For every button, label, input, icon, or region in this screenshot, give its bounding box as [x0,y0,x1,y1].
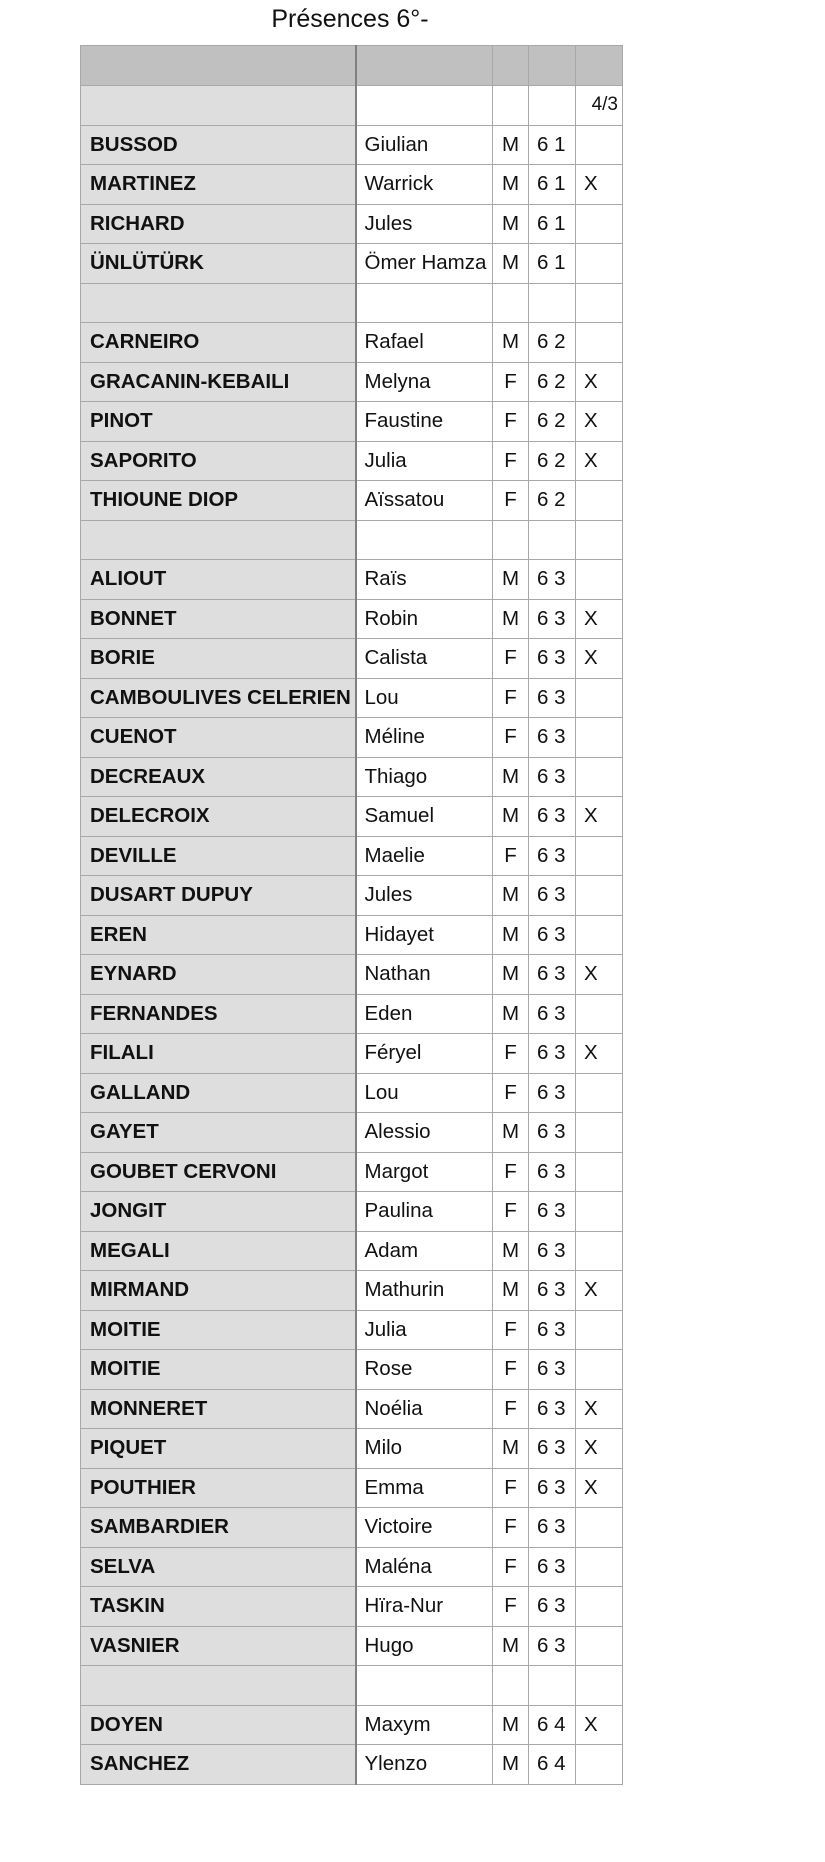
table-row [81,1429,623,1469]
first-name-cell[interactable]: Raïs [356,560,493,600]
last-name-cell[interactable]: SAMBARDIER [81,1508,356,1548]
header-cell-first-name [356,46,493,86]
attendance-mark-cell[interactable] [576,481,623,521]
sex-cell[interactable]: M [493,1271,529,1311]
first-name-cell[interactable]: Warrick [356,165,493,205]
class-cell[interactable]: 6 3 [529,1113,576,1153]
class-cell[interactable]: 6 3 [529,876,576,916]
attendance-mark-cell[interactable] [576,1547,623,1587]
last-name-cell[interactable]: JONGIT [81,1192,356,1232]
first-name-cell[interactable]: Faustine [356,402,493,442]
class-cell[interactable]: 6 4 [529,1705,576,1745]
table-row [81,165,623,205]
last-name-cell[interactable]: MIRMAND [81,1271,356,1311]
sex-cell[interactable]: M [493,955,529,995]
table-row [81,204,623,244]
class-cell[interactable]: 6 2 [529,441,576,481]
sex-cell[interactable]: F [493,1310,529,1350]
last-name-cell[interactable]: MOITIE [81,1310,356,1350]
sex-cell[interactable]: F [493,1034,529,1074]
class-cell[interactable]: 6 3 [529,678,576,718]
attendance-mark-cell[interactable]: X [576,1429,623,1469]
attendance-mark-cell[interactable] [576,1626,623,1666]
last-name-cell[interactable]: CAMBOULIVES CELERIEN [81,678,356,718]
table-row [81,955,623,995]
attendance-mark-cell[interactable] [576,1231,623,1271]
attendance-mark-cell[interactable] [576,718,623,758]
first-name-cell[interactable]: Maléna [356,1547,493,1587]
sex-cell[interactable]: M [493,165,529,205]
sex-cell[interactable] [493,1666,529,1706]
first-name-cell[interactable]: Emma [356,1468,493,1508]
last-name-cell[interactable]: DECREAUX [81,757,356,797]
sex-cell[interactable]: F [493,678,529,718]
first-name-cell[interactable]: Ylenzo [356,1745,493,1785]
last-name-cell[interactable]: ALIOUT [81,560,356,600]
table-row [81,994,623,1034]
class-cell[interactable]: 6 3 [529,1587,576,1627]
attendance-mark-cell[interactable]: X [576,1271,623,1311]
attendance-mark-cell[interactable]: X [576,165,623,205]
sex-cell[interactable]: F [493,718,529,758]
last-name-cell[interactable]: TASKIN [81,1587,356,1627]
first-name-cell[interactable]: Paulina [356,1192,493,1232]
attendance-mark-cell[interactable] [576,876,623,916]
table-row [81,639,623,679]
first-name-cell[interactable]: Giulian [356,125,493,165]
class-cell[interactable]: 6 3 [529,757,576,797]
class-cell[interactable] [529,520,576,560]
class-cell[interactable]: 6 3 [529,1271,576,1311]
table-row [81,441,623,481]
attendance-mark-cell[interactable] [576,1152,623,1192]
last-name-cell[interactable]: RICHARD [81,204,356,244]
header-cell-mark [576,46,623,86]
attendance-mark-cell[interactable]: X [576,1034,623,1074]
table-row [81,1192,623,1232]
first-name-cell[interactable]: Rafael [356,323,493,363]
first-name-cell[interactable]: Ömer Hamza [356,244,493,284]
sex-cell[interactable]: M [493,125,529,165]
last-name-cell[interactable]: MARTINEZ [81,165,356,205]
sex-cell[interactable]: M [493,757,529,797]
header-cell-sex [493,46,529,86]
last-name-cell[interactable]: BUSSOD [81,125,356,165]
first-name-cell[interactable]: Hidayet [356,915,493,955]
date-row-sex-cell[interactable] [493,86,529,126]
class-cell[interactable]: 6 3 [529,1508,576,1548]
first-name-cell[interactable]: Méline [356,718,493,758]
table-row [81,718,623,758]
sex-cell[interactable]: F [493,362,529,402]
date-cell[interactable]: 4/3 [576,86,623,126]
last-name-cell[interactable]: EREN [81,915,356,955]
class-cell[interactable]: 6 3 [529,915,576,955]
attendance-table [80,45,623,1785]
last-name-cell[interactable]: GAYET [81,1113,356,1153]
last-name-cell[interactable]: PIQUET [81,1429,356,1469]
class-cell[interactable]: 6 3 [529,1389,576,1429]
attendance-mark-cell[interactable] [576,323,623,363]
first-name-cell[interactable]: Hugo [356,1626,493,1666]
first-name-cell[interactable]: Lou [356,1073,493,1113]
page-title: Présences 6°- [271,5,429,33]
last-name-cell[interactable]: EYNARD [81,955,356,995]
sex-cell[interactable]: M [493,1231,529,1271]
first-name-cell[interactable]: Calista [356,639,493,679]
date-row-last-name-cell[interactable] [81,86,356,126]
last-name-cell[interactable]: THIOUNE DIOP [81,481,356,521]
first-name-cell[interactable]: Féryel [356,1034,493,1074]
attendance-mark-cell[interactable] [576,1508,623,1548]
class-cell[interactable]: 6 3 [529,560,576,600]
class-cell[interactable]: 6 3 [529,1350,576,1390]
class-cell[interactable]: 6 3 [529,797,576,837]
last-name-cell[interactable]: BORIE [81,639,356,679]
class-cell[interactable]: 6 3 [529,1231,576,1271]
table-row [81,1113,623,1153]
sex-cell[interactable]: F [493,1547,529,1587]
sex-cell[interactable]: M [493,915,529,955]
sex-cell[interactable]: F [493,1508,529,1548]
table-row [81,560,623,600]
first-name-cell[interactable]: Robin [356,599,493,639]
attendance-mark-cell[interactable]: X [576,402,623,442]
class-cell[interactable]: 6 3 [529,1626,576,1666]
first-name-cell[interactable]: Adam [356,1231,493,1271]
attendance-mark-cell[interactable] [576,244,623,284]
class-cell[interactable]: 6 3 [529,1310,576,1350]
first-name-cell[interactable] [356,1666,493,1706]
last-name-cell[interactable]: DUSART DUPUY [81,876,356,916]
attendance-table-body [81,46,623,1785]
header-cell-last-name [81,46,356,86]
first-name-cell[interactable]: Margot [356,1152,493,1192]
attendance-mark-cell[interactable] [576,915,623,955]
table-row [81,1271,623,1311]
table-row [81,757,623,797]
table-row [81,1350,623,1390]
attendance-mark-cell[interactable]: X [576,1705,623,1745]
first-name-cell[interactable]: Melyna [356,362,493,402]
class-cell[interactable] [529,1666,576,1706]
attendance-mark-cell[interactable] [576,125,623,165]
table-row [81,481,623,521]
first-name-cell[interactable]: Hïra-Nur [356,1587,493,1627]
class-cell[interactable]: 6 3 [529,1073,576,1113]
sex-cell[interactable]: M [493,876,529,916]
class-cell[interactable]: 6 2 [529,402,576,442]
class-cell[interactable]: 6 3 [529,1152,576,1192]
spacer-row [81,1666,623,1706]
table-row [81,244,623,284]
attendance-mark-cell[interactable] [576,204,623,244]
attendance-mark-cell[interactable]: X [576,1389,623,1429]
class-cell[interactable]: 6 1 [529,244,576,284]
last-name-cell[interactable]: FILALI [81,1034,356,1074]
first-name-cell[interactable]: Milo [356,1429,493,1469]
first-name-cell[interactable]: Noélia [356,1389,493,1429]
first-name-cell[interactable]: Eden [356,994,493,1034]
attendance-mark-cell[interactable]: X [576,639,623,679]
table-row [81,1705,623,1745]
class-cell[interactable]: 6 3 [529,994,576,1034]
attendance-mark-cell[interactable] [576,757,623,797]
class-cell[interactable]: 6 1 [529,165,576,205]
last-name-cell[interactable]: MEGALI [81,1231,356,1271]
last-name-cell[interactable]: ÜNLÜTÜRK [81,244,356,284]
last-name-cell[interactable]: VASNIER [81,1626,356,1666]
sex-cell[interactable]: F [493,836,529,876]
first-name-cell[interactable] [356,283,493,323]
attendance-mark-cell[interactable] [576,1192,623,1232]
first-name-cell[interactable]: Maelie [356,836,493,876]
first-name-cell[interactable]: Julia [356,1310,493,1350]
spacer-row [81,283,623,323]
sex-cell[interactable]: M [493,1626,529,1666]
attendance-mark-cell[interactable]: X [576,599,623,639]
attendance-mark-cell[interactable] [576,836,623,876]
sex-cell[interactable]: F [493,1152,529,1192]
sex-cell[interactable]: M [493,560,529,600]
class-cell[interactable]: 6 3 [529,599,576,639]
last-name-cell[interactable]: DEVILLE [81,836,356,876]
last-name-cell[interactable] [81,1666,356,1706]
last-name-cell[interactable]: PINOT [81,402,356,442]
table-row [81,1547,623,1587]
last-name-cell[interactable]: FERNANDES [81,994,356,1034]
table-row [81,402,623,442]
table-row [81,678,623,718]
attendance-mark-cell[interactable] [576,520,623,560]
sex-cell[interactable]: M [493,1745,529,1785]
table-row [81,1626,623,1666]
table-header-row [81,46,623,86]
last-name-cell[interactable]: CUENOT [81,718,356,758]
class-cell[interactable]: 6 3 [529,1034,576,1074]
table-row [81,1152,623,1192]
class-cell[interactable]: 6 2 [529,323,576,363]
table-row [81,836,623,876]
sex-cell[interactable]: M [493,1429,529,1469]
table-row [81,1389,623,1429]
class-cell[interactable]: 6 3 [529,955,576,995]
attendance-mark-cell[interactable] [576,283,623,323]
last-name-cell[interactable]: DOYEN [81,1705,356,1745]
sex-cell[interactable]: M [493,323,529,363]
table-row [81,599,623,639]
date-row [81,86,623,126]
attendance-mark-cell[interactable] [576,1666,623,1706]
class-cell[interactable]: 6 1 [529,125,576,165]
sex-cell[interactable]: F [493,441,529,481]
sex-cell[interactable]: M [493,244,529,284]
first-name-cell[interactable]: Rose [356,1350,493,1390]
last-name-cell[interactable]: MOITIE [81,1350,356,1390]
sex-cell[interactable]: F [493,1073,529,1113]
sex-cell[interactable]: M [493,994,529,1034]
table-row [81,876,623,916]
table-row [81,1468,623,1508]
header-cell-class [529,46,576,86]
class-cell[interactable]: 6 3 [529,718,576,758]
sex-cell[interactable]: M [493,599,529,639]
attendance-mark-cell[interactable] [576,1113,623,1153]
sex-cell[interactable]: F [493,639,529,679]
table-row [81,1231,623,1271]
attendance-mark-cell[interactable]: X [576,1468,623,1508]
last-name-cell[interactable]: GRACANIN-KEBAILI [81,362,356,402]
last-name-cell[interactable]: DELECROIX [81,797,356,837]
first-name-cell[interactable]: Jules [356,204,493,244]
table-row [81,362,623,402]
date-row-first-name-cell[interactable] [356,86,493,126]
first-name-cell[interactable]: Aïssatou [356,481,493,521]
sex-cell[interactable] [493,520,529,560]
last-name-cell[interactable]: GALLAND [81,1073,356,1113]
last-name-cell[interactable]: SELVA [81,1547,356,1587]
class-cell[interactable]: 6 3 [529,1468,576,1508]
first-name-cell[interactable]: Samuel [356,797,493,837]
last-name-cell[interactable]: SAPORITO [81,441,356,481]
last-name-cell[interactable]: SANCHEZ [81,1745,356,1785]
table-row [81,323,623,363]
table-row [81,915,623,955]
sex-cell[interactable]: F [493,1468,529,1508]
first-name-cell[interactable] [356,520,493,560]
first-name-cell[interactable]: Julia [356,441,493,481]
sex-cell[interactable]: M [493,1705,529,1745]
class-cell[interactable] [529,283,576,323]
sex-cell[interactable]: F [493,1389,529,1429]
class-cell[interactable]: 6 2 [529,481,576,521]
sex-cell[interactable]: M [493,797,529,837]
last-name-cell[interactable]: POUTHIER [81,1468,356,1508]
first-name-cell[interactable]: Victoire [356,1508,493,1548]
table-row [81,1034,623,1074]
attendance-mark-cell[interactable]: X [576,441,623,481]
last-name-cell[interactable] [81,520,356,560]
sex-cell[interactable]: M [493,204,529,244]
first-name-cell[interactable]: Maxym [356,1705,493,1745]
sex-cell[interactable]: F [493,1350,529,1390]
attendance-mark-cell[interactable] [576,1350,623,1390]
attendance-mark-cell[interactable] [576,678,623,718]
class-cell[interactable]: 6 1 [529,204,576,244]
table-row [81,1587,623,1627]
attendance-mark-cell[interactable] [576,994,623,1034]
sex-cell[interactable]: F [493,1587,529,1627]
class-cell[interactable]: 6 3 [529,836,576,876]
first-name-cell[interactable]: Jules [356,876,493,916]
date-row-class-cell[interactable] [529,86,576,126]
sex-cell[interactable]: F [493,1192,529,1232]
first-name-cell[interactable]: Alessio [356,1113,493,1153]
attendance-mark-cell[interactable]: X [576,955,623,995]
table-row [81,1745,623,1785]
last-name-cell[interactable]: MONNERET [81,1389,356,1429]
table-row [81,125,623,165]
table-row [81,797,623,837]
table-row [81,1508,623,1548]
sex-cell[interactable] [493,283,529,323]
sex-cell[interactable]: M [493,1113,529,1153]
table-row [81,1073,623,1113]
class-cell[interactable]: 6 3 [529,639,576,679]
last-name-cell[interactable]: GOUBET CERVONI [81,1152,356,1192]
class-cell[interactable]: 6 2 [529,362,576,402]
attendance-mark-cell[interactable] [576,1587,623,1627]
attendance-mark-cell[interactable] [576,560,623,600]
first-name-cell[interactable]: Mathurin [356,1271,493,1311]
sex-cell[interactable]: F [493,402,529,442]
attendance-mark-cell[interactable] [576,1073,623,1113]
attendance-mark-cell[interactable] [576,1745,623,1785]
spacer-row [81,520,623,560]
class-cell[interactable]: 6 4 [529,1745,576,1785]
last-name-cell[interactable]: CARNEIRO [81,323,356,363]
last-name-cell[interactable] [81,283,356,323]
attendance-mark-cell[interactable]: X [576,362,623,402]
attendance-mark-cell[interactable] [576,1310,623,1350]
class-cell[interactable]: 6 3 [529,1547,576,1587]
class-cell[interactable]: 6 3 [529,1429,576,1469]
table-row [81,1310,623,1350]
first-name-cell[interactable]: Nathan [356,955,493,995]
class-cell[interactable]: 6 3 [529,1192,576,1232]
first-name-cell[interactable]: Lou [356,678,493,718]
first-name-cell[interactable]: Thiago [356,757,493,797]
last-name-cell[interactable]: BONNET [81,599,356,639]
sex-cell[interactable]: F [493,481,529,521]
attendance-mark-cell[interactable]: X [576,797,623,837]
